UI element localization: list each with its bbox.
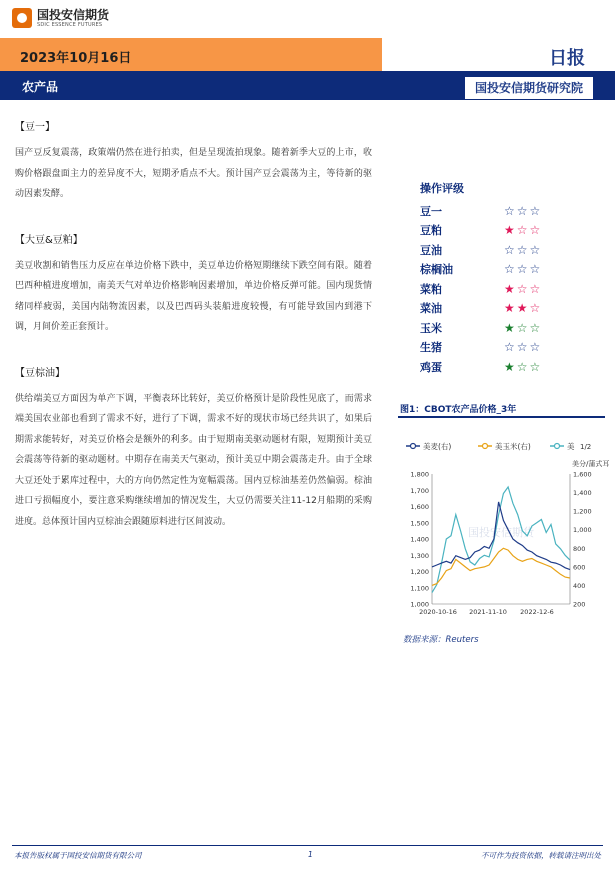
rating-product-name: 棕榈油 — [420, 263, 453, 277]
star-outline-icon: ☆ — [516, 320, 528, 335]
series-line-soy — [432, 487, 570, 593]
footer-copyright: 本报告版权属于国投安信期货有限公司 — [14, 851, 142, 860]
rating-stars — [504, 341, 540, 353]
right-tick-label: 1,000 — [573, 526, 592, 535]
legend-marker — [555, 444, 560, 449]
left-tick-label: 1,300 — [410, 551, 429, 560]
legend-label: 美麦(右) — [423, 442, 452, 451]
rating-row — [420, 201, 580, 221]
rating-row — [420, 318, 580, 338]
star-outline-icon: ☆ — [516, 281, 528, 296]
x-tick-label: 2022-12-6 — [520, 608, 554, 616]
rating-stars — [504, 302, 540, 314]
legend-label: 美 — [567, 442, 575, 451]
star-outline-icon: ☆ — [529, 242, 541, 257]
left-tick-label: 1,500 — [410, 519, 429, 528]
star-outline-icon: ☆ — [504, 340, 515, 355]
rating-product-name: 豆一 — [420, 204, 442, 218]
rating-row — [420, 357, 580, 377]
section-title: 【豆一】 — [15, 122, 55, 133]
rating-stars — [504, 322, 540, 334]
star-outline-icon: ☆ — [516, 203, 528, 218]
star-outline-icon: ☆ — [529, 340, 541, 355]
rating-row — [420, 260, 580, 280]
star-filled-icon: ★ — [504, 301, 515, 316]
star-outline-icon: ☆ — [529, 281, 541, 296]
rating-stars — [504, 263, 540, 275]
left-tick-label: 1,700 — [410, 486, 429, 495]
section-title: 【豆棕油】 — [15, 367, 65, 379]
right-tick-label: 200 — [573, 600, 586, 609]
star-outline-icon: ☆ — [516, 223, 528, 238]
right-tick-label: 1,600 — [573, 470, 592, 479]
footer-disclaimer: 不可作为投资依据，转载请注明出处 — [481, 851, 601, 860]
rating-product-name: 豆油 — [420, 243, 442, 257]
left-tick-label: 1,800 — [410, 470, 429, 479]
section-text: 供给端美豆方面因为单产下调，平衡表环比转好，美豆价格预计是阶段性见底了，而需求端美国农业部也看到了需求不好，进行了下调，需求不好的现状市场已经共识了，如果后期需求能转好，对美豆价格会是额外的利多。由于短期南美驱动题材有限，短期预计美豆会震荡等待新的驱动题材。中期存在南美天气驱动，预计美豆中期会震荡走升。由于全球大豆还处于累库过程中，大的方向仍然定性为宽幅震荡。国内豆棕油基差仍然偏弱。棕油进口亏损幅度小，要注意采购继续增加的情况发生，大豆仍需要关注11-12月船期的采购进度。总体预计国内豆棕油会跟随原料进行区间波动。 — [15, 393, 372, 527]
figure-rule — [398, 416, 605, 418]
legend-label: 美玉米(右) — [495, 442, 531, 451]
legend-marker — [483, 444, 488, 449]
page-number: 1 — [308, 850, 313, 859]
right-tick-label: 1,200 — [573, 507, 592, 516]
star-outline-icon: ☆ — [504, 203, 515, 218]
right-tick-label: 600 — [573, 563, 586, 572]
company-logo — [12, 8, 109, 28]
chart-watermark: 国投安信期货 — [468, 526, 534, 539]
section-text: 国产豆反复震荡，政策端仍然在进行拍卖，但是呈现流拍现象。随着新季大豆的上市，收购价格跟盘面主力的差异度不大，短期矛盾点不大。预计国产豆会震荡为主，等待新的驱动因素发酵。 — [15, 148, 372, 199]
commentary-column — [15, 118, 372, 558]
section-text: 美豆收割和销售压力反应在单边价格下跌中，美豆单边价格短期继续下跌空间有限。随着巴西种植进度增加，南美天气对单边价格影响因素增加，单边价格反弹可能。国内现货情绪同样疲弱，美国内陆物流因素，以及巴西码头装船进度较慢，有可能导致国内到港下调，月间价差正套预计。 — [15, 260, 372, 332]
report-date: 2023年10月16日 — [20, 51, 132, 66]
report-category: 农产品 — [22, 80, 59, 94]
figure-source: 数据来源：Reuters — [403, 635, 479, 645]
left-tick-label: 1,400 — [410, 535, 429, 544]
star-filled-icon: ★ — [504, 281, 515, 296]
institute-name: 国投安信期货研究院 — [465, 77, 593, 99]
rating-row — [420, 240, 580, 260]
rating-title: 操作评级 — [420, 182, 464, 195]
date-bar — [0, 38, 382, 71]
star-filled-icon: ★ — [504, 320, 515, 335]
logo-name-en: SDIC ESSENCE FUTURES — [37, 21, 103, 28]
star-outline-icon: ☆ — [504, 242, 515, 257]
legend-page: 1/2 — [580, 443, 592, 451]
rating-row — [420, 299, 580, 319]
rating-row — [420, 221, 580, 241]
rating-stars — [504, 283, 540, 295]
section-soybean-meal — [15, 231, 372, 338]
rating-row — [420, 338, 580, 358]
right-axis-unit: 美分/蒲式耳 — [572, 460, 610, 468]
star-outline-icon: ☆ — [516, 359, 528, 374]
rating-product-name: 菜粕 — [420, 282, 442, 296]
star-outline-icon: ☆ — [516, 262, 528, 277]
left-tick-label: 1,600 — [410, 503, 429, 511]
section-soybean-one — [15, 118, 372, 205]
star-filled-icon: ★ — [504, 359, 515, 374]
section-title: 【大豆&豆粕】 — [15, 234, 83, 246]
left-tick-label: 1,200 — [410, 568, 429, 576]
rating-product-name: 玉米 — [420, 321, 442, 335]
report-type: 日报 — [549, 48, 585, 69]
left-tick-label: 1,100 — [410, 584, 429, 593]
star-outline-icon: ☆ — [516, 242, 528, 257]
footer-rule — [12, 845, 603, 846]
star-outline-icon: ☆ — [516, 340, 528, 355]
star-outline-icon: ☆ — [529, 203, 541, 218]
right-tick-label: 1,400 — [573, 489, 592, 498]
rating-product-name: 豆粕 — [420, 224, 442, 238]
logo-name-cn: 国投安信期货 — [37, 7, 110, 22]
left-tick-label: 1,000 — [410, 600, 429, 609]
star-outline-icon: ☆ — [529, 359, 541, 374]
rating-row — [420, 279, 580, 299]
rating-stars — [504, 224, 540, 236]
rating-product-name: 菜油 — [420, 302, 442, 316]
star-outline-icon: ☆ — [504, 262, 515, 277]
rating-table — [420, 180, 580, 377]
rating-stars — [504, 205, 540, 217]
logo-icon — [12, 8, 32, 28]
legend-marker — [411, 444, 416, 449]
x-tick-label: 2020-10-16 — [419, 608, 457, 616]
rating-stars — [504, 361, 540, 373]
rating-stars — [504, 244, 540, 256]
figure-title: 图1：CBOT农产品价格_3年 — [400, 405, 517, 415]
x-tick-label: 2021-11-10 — [469, 608, 507, 616]
star-outline-icon: ☆ — [529, 301, 541, 316]
section-soy-palm-oil — [15, 364, 372, 533]
right-tick-label: 400 — [573, 581, 586, 590]
right-tick-label: 800 — [573, 544, 586, 553]
star-filled-icon: ★ — [504, 223, 515, 238]
star-outline-icon: ☆ — [529, 223, 541, 238]
star-outline-icon: ☆ — [529, 262, 541, 277]
price-chart — [398, 436, 610, 626]
rating-product-name: 生猪 — [420, 341, 442, 355]
price-chart-svg — [398, 436, 610, 626]
star-filled-icon: ★ — [516, 301, 528, 316]
rating-product-name: 鸡蛋 — [420, 360, 442, 374]
series-line-corn — [432, 548, 570, 585]
star-outline-icon: ☆ — [529, 320, 541, 335]
